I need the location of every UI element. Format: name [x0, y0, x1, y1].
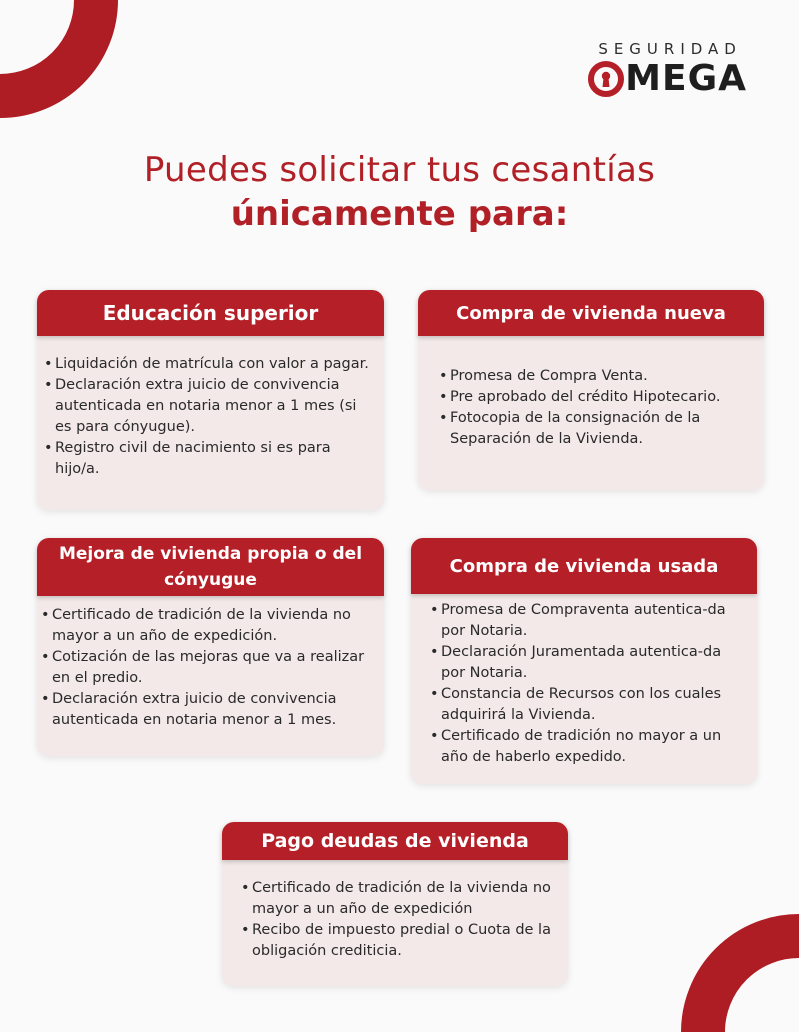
list-item: • Constancia de Recursos con los cuales adquirirá la Vivienda.	[430, 684, 748, 726]
list-item: • Certificado de tradición de la vivienda no mayor a un año de expedición.	[41, 605, 376, 647]
requirements-list	[44, 354, 376, 480]
card-title: Educación superior	[37, 290, 384, 336]
card-title: Mejora de vivienda propia o del cónyugue	[37, 538, 384, 596]
card-title: Compra de vivienda nueva	[418, 290, 764, 336]
list-item: • Liquidación de matrícula con valor a pagar.	[44, 354, 376, 375]
page-title	[0, 150, 799, 234]
card-title: Pago deudas de vivienda	[222, 822, 568, 860]
list-item: • Certificado de tradición de la vivienda no mayor a un año de expedición	[241, 878, 561, 920]
card-compra-vivienda-nueva	[418, 290, 764, 490]
list-item: • Declaración extra juicio de convivencia autenticada en notaria menor a 1 mes.	[41, 689, 376, 731]
list-item: • Registro civil de nacimiento si es para hijo/a.	[44, 438, 376, 480]
card-pago-deudas-vivienda	[222, 822, 568, 986]
requirements-list	[430, 600, 748, 768]
bottom-right-arc-decoration	[659, 890, 799, 1032]
list-item: • Promesa de Compraventa autentica-da por Notaria.	[430, 600, 748, 642]
card-title: Compra de vivienda usada	[411, 538, 757, 594]
list-item: • Pre aprobado del crédito Hipotecario.	[439, 387, 757, 408]
list-item: • Certificado de tradición no mayor a un año de haberlo expedido.	[430, 726, 748, 768]
requirements-list	[41, 605, 376, 731]
requirements-list	[439, 366, 757, 450]
brand-logo	[587, 40, 747, 98]
card-educacion-superior	[37, 290, 384, 510]
list-item: • Fotocopia de la consignación de la Separación de la Vivienda.	[439, 408, 757, 450]
list-item: • Declaración extra juicio de convivencia autenticada en notaria menor a 1 mes (si es para cónyugue).	[44, 375, 376, 438]
title-line-2: únicamente para:	[230, 194, 569, 234]
keyhole-o-icon	[587, 60, 625, 98]
list-item: • Cotización de las mejoras que va a realizar en el predio.	[41, 647, 376, 689]
title-line-1: Puedes solicitar tus cesantías	[143, 150, 656, 190]
list-item: • Declaración Juramentada autentica-da por Notaria.	[430, 642, 748, 684]
brand-tagline: SEGURIDAD	[598, 40, 742, 58]
brand-name: MEGA	[625, 58, 747, 99]
top-left-arc-decoration	[0, 0, 140, 150]
card-mejora-vivienda	[37, 538, 384, 756]
list-item: • Recibo de impuesto predial o Cuota de la obligación crediticia.	[241, 920, 561, 962]
card-compra-vivienda-usada	[411, 538, 757, 784]
requirements-list	[241, 878, 561, 962]
list-item: • Promesa de Compra Venta.	[439, 366, 757, 387]
